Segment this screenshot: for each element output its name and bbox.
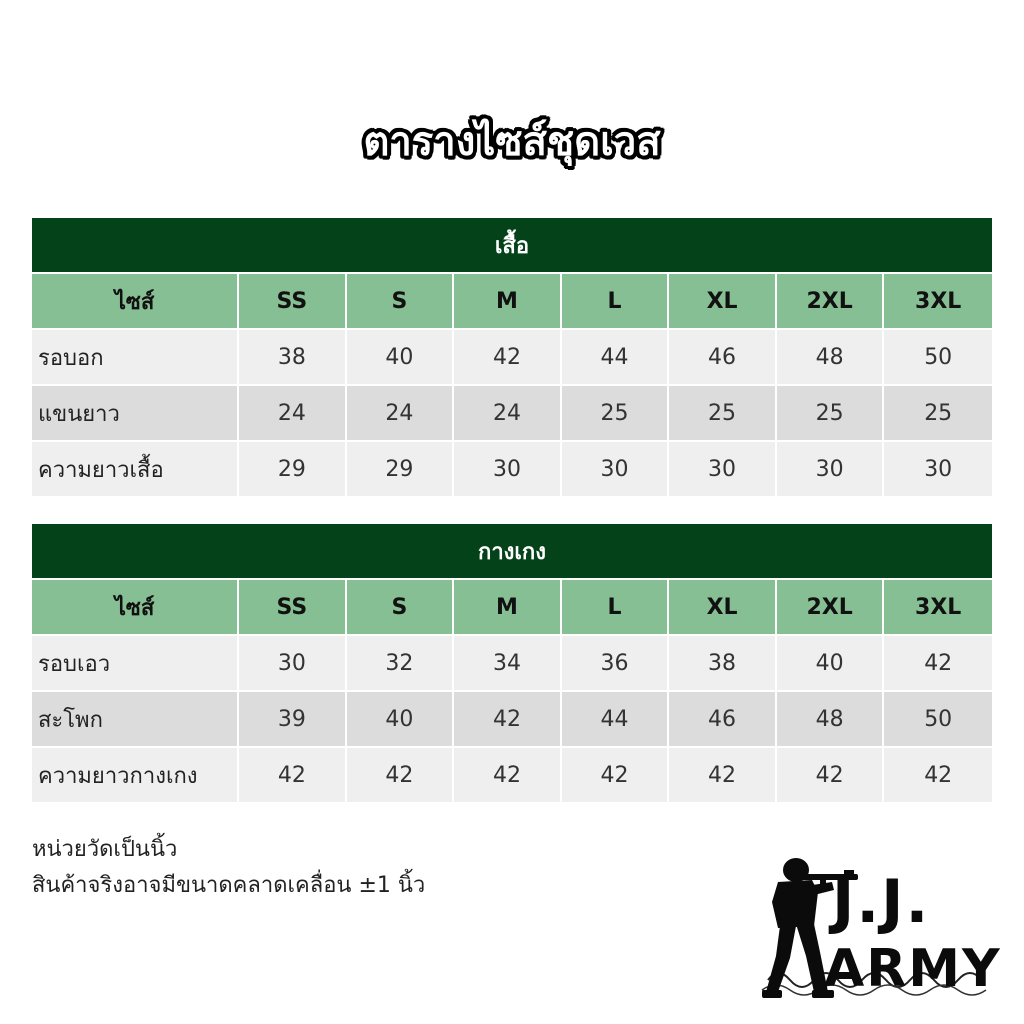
row-label: แขนยาว: [32, 386, 239, 442]
table-cell: 40: [347, 330, 455, 386]
table-cell: 42: [454, 692, 562, 748]
table-cell: 39: [239, 692, 347, 748]
table-row: [32, 748, 992, 804]
size-column-label: ไซส์: [32, 274, 239, 330]
size-header: S: [347, 580, 455, 636]
size-header: XL: [669, 580, 777, 636]
table-cell: 42: [239, 748, 347, 804]
size-header: SS: [239, 274, 347, 330]
table-cell: 48: [777, 692, 885, 748]
table-cell: 42: [669, 748, 777, 804]
shirt-size-header-row: [32, 274, 992, 330]
table-cell: 25: [884, 386, 992, 442]
table-cell: 42: [884, 748, 992, 804]
size-header: L: [562, 274, 670, 330]
table-cell: 42: [884, 636, 992, 692]
table-cell: 24: [454, 386, 562, 442]
table-cell: 42: [777, 748, 885, 804]
table-cell: 25: [669, 386, 777, 442]
size-header: 3XL: [884, 580, 992, 636]
page-title: ตารางไซส์ชุดเวส: [363, 119, 661, 165]
row-label: รอบเอว: [32, 636, 239, 692]
row-label: สะโพก: [32, 692, 239, 748]
size-header: XL: [669, 274, 777, 330]
table-cell: 50: [884, 692, 992, 748]
table-cell: 38: [239, 330, 347, 386]
pants-table-heading: กางเกง: [32, 524, 992, 580]
table-cell: 30: [562, 442, 670, 498]
table-cell: 24: [239, 386, 347, 442]
table-cell: 42: [454, 748, 562, 804]
table-cell: 40: [777, 636, 885, 692]
table-cell: 29: [347, 442, 455, 498]
table-cell: 34: [454, 636, 562, 692]
shirt-table-heading: เสื้อ: [32, 218, 992, 274]
table-cell: 25: [562, 386, 670, 442]
table-cell: 32: [347, 636, 455, 692]
size-notes: [32, 832, 425, 904]
table-cell: 42: [562, 748, 670, 804]
pants-size-header-row: [32, 580, 992, 636]
table-cell: 44: [562, 330, 670, 386]
table-cell: 24: [347, 386, 455, 442]
table-cell: 44: [562, 692, 670, 748]
table-cell: 30: [454, 442, 562, 498]
shirt-size-table: [32, 218, 992, 498]
table-cell: 40: [347, 692, 455, 748]
row-label: รอบอก: [32, 330, 239, 386]
table-cell: 36: [562, 636, 670, 692]
brand-logo: [748, 852, 1010, 1002]
row-label: ความยาวกางเกง: [32, 748, 239, 804]
logo-text-jj: J.J.: [832, 867, 931, 937]
table-cell: 42: [454, 330, 562, 386]
table-cell: 46: [669, 330, 777, 386]
pants-size-table: [32, 524, 992, 804]
table-cell: 29: [239, 442, 347, 498]
unit-note: หน่วยวัดเป็นนิ้ว: [32, 837, 178, 862]
size-header: M: [454, 580, 562, 636]
table-cell: 30: [884, 442, 992, 498]
logo-text-army: ARMY: [824, 939, 1002, 999]
size-header: 2XL: [777, 580, 885, 636]
size-header: SS: [239, 580, 347, 636]
row-label: ความยาวเสื้อ: [32, 442, 239, 498]
table-cell: 25: [777, 386, 885, 442]
table-row: [32, 692, 992, 748]
table-cell: 48: [777, 330, 885, 386]
tolerance-note: สินค้าจริงอาจมีขนาดคลาดเคลื่อน ±1 นิ้ว: [32, 873, 426, 898]
size-header: L: [562, 580, 670, 636]
table-cell: 30: [777, 442, 885, 498]
table-cell: 50: [884, 330, 992, 386]
table-cell: 46: [669, 692, 777, 748]
size-header: S: [347, 274, 455, 330]
table-cell: 30: [239, 636, 347, 692]
table-cell: 38: [669, 636, 777, 692]
table-row: [32, 442, 992, 498]
size-header: 3XL: [884, 274, 992, 330]
table-cell: 30: [669, 442, 777, 498]
table-row: [32, 386, 992, 442]
table-cell: 42: [347, 748, 455, 804]
table-row: [32, 330, 992, 386]
size-header: M: [454, 274, 562, 330]
size-column-label: ไซส์: [32, 580, 239, 636]
table-row: [32, 636, 992, 692]
size-header: 2XL: [777, 274, 885, 330]
